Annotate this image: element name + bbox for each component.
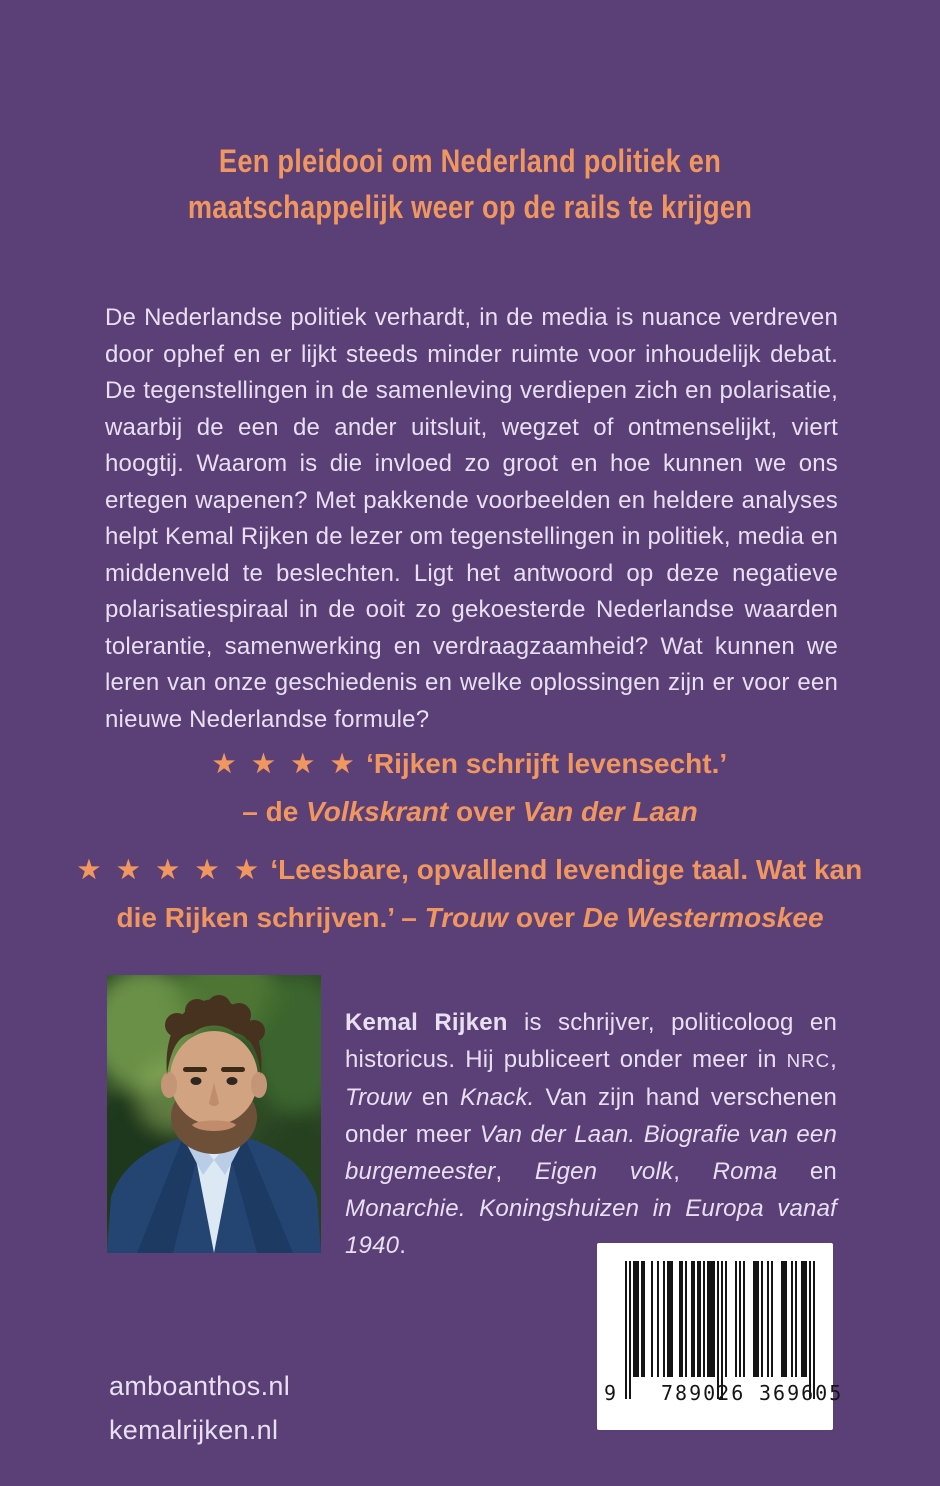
author-photo-illustration	[107, 975, 321, 1253]
star-rating: ★ ★ ★ ★ ★	[77, 856, 263, 884]
book-title: De Westermoskee	[582, 902, 824, 933]
review-attribution-line	[0, 788, 940, 835]
bio-text: ,	[830, 1046, 837, 1073]
bio-text: Van zijn hand verschenen onder meer	[345, 1084, 837, 1148]
publication-name: NRC	[786, 1050, 831, 1071]
barcode-bar	[739, 1261, 741, 1377]
barcode-bar	[681, 1261, 683, 1377]
headline	[71, 138, 870, 230]
barcode-bar	[813, 1261, 815, 1399]
headline-line-2: maatschappelijk weer op de rails te krijgen	[187, 189, 753, 225]
barcode-bar	[663, 1261, 665, 1377]
publication-name: Knack.	[459, 1084, 535, 1111]
barcode-bar	[771, 1261, 773, 1377]
ear-left	[161, 1072, 177, 1098]
review-quote: ‘Rijken schrijft levensecht.’	[358, 748, 728, 779]
barcode-bar	[637, 1261, 639, 1377]
barcode-bar	[625, 1261, 627, 1399]
author-bio	[345, 1004, 837, 1264]
publication-name: Volkskrant	[306, 796, 449, 827]
bio-text: ,	[673, 1158, 713, 1185]
attribution-text: – de	[242, 796, 307, 827]
star-rating: ★ ★ ★ ★	[212, 750, 359, 778]
barcode-bar	[651, 1261, 653, 1377]
eye-left	[191, 1077, 202, 1085]
book-title: Monarchie. Koningshuizen in Europa vanaf 1940	[345, 1195, 837, 1259]
publisher-url: amboanthos.nl	[109, 1371, 291, 1401]
barcode-bars	[625, 1261, 815, 1377]
book-title: Van der Laan	[522, 796, 698, 827]
barcode-bar	[657, 1261, 659, 1377]
publication-name: Trouw	[424, 902, 509, 933]
barcode-bar	[767, 1261, 769, 1377]
attribution-text: over	[508, 902, 583, 933]
author-url: kemalrijken.nl	[109, 1415, 279, 1445]
barcode-bar	[685, 1261, 687, 1377]
publication-name: Trouw	[345, 1084, 411, 1111]
barcode-bar	[725, 1261, 727, 1377]
author-name: Kemal Rijken	[345, 1009, 508, 1036]
book-title: Roma	[712, 1158, 778, 1185]
barcode-bar	[735, 1261, 737, 1377]
website-links	[109, 1364, 290, 1452]
author-photo	[107, 975, 321, 1253]
bio-text: en	[410, 1084, 460, 1111]
attribution-text: over	[448, 796, 523, 827]
barcode-bar	[693, 1261, 695, 1377]
book-title: Eigen volk	[534, 1158, 674, 1185]
bio-text: ,	[495, 1158, 535, 1185]
eye-right	[227, 1077, 238, 1085]
isbn-barcode	[597, 1243, 844, 1430]
synopsis-paragraph: De Nederlandse politiek verhardt, in de media is nuance verdreven door ophef en er lijkt steeds minder ruimte voor inhoudelijk debat. De tegenstellingen in de samenleving verdiepen zich en polarisatie, waarbij de een de ander uitsluit, wegzet of ontmenselijkt, viert hoogtij. Waarom is die invloed zo groot en hoe kunnen we ons ertegen wapenen? Met pakkende voorbeelden en heldere analyses helpt Kemal Rijken de lezer om tegenstellingen in politiek, media en middenveld te beslechten. Ligt het antwoord op deze negatieve polarisatiespiraal in de ooit zo gekoesterde Nederlandse waarden tolerantie, samenwerking en verdraagzaamheid? Wat kunnen we leren van onze geschiedenis en welke oplossingen zijn er voor een nieuwe Nederlandse formule?	[105, 304, 838, 733]
barcode-bar	[671, 1261, 673, 1377]
barcode-bar	[721, 1261, 723, 1399]
isbn-digit-group: 789026	[661, 1381, 746, 1405]
barcode-bar	[629, 1261, 631, 1399]
barcode-bar	[713, 1261, 715, 1377]
eyebrow-right	[221, 1067, 245, 1072]
barcode-bar	[805, 1261, 807, 1377]
barcode-bar	[703, 1261, 705, 1377]
review-quote: die Rijken schrijven.’ –	[116, 902, 425, 933]
bio-text: en	[777, 1158, 837, 1185]
review-quote-line	[0, 740, 940, 788]
review-quote: ‘Leesbare, opvallend levendige taal. Wat kan	[262, 854, 863, 885]
isbn-digit-group: 369605	[759, 1381, 844, 1405]
barcode-bar	[699, 1261, 701, 1377]
barcode-bar	[795, 1261, 797, 1377]
face	[170, 1031, 258, 1125]
bio-text: .	[399, 1232, 407, 1259]
bio-text: is schrijver, politicoloog en historicus. Hij publiceert onder meer in	[345, 1009, 837, 1073]
ear-right	[251, 1072, 267, 1098]
barcode-bar	[791, 1261, 793, 1377]
isbn-digit-group: 9	[604, 1381, 617, 1405]
headline-line-1: Een pleidooi om Nederland politiek en	[218, 143, 722, 179]
barcode-bar	[761, 1261, 763, 1377]
review-attribution-line	[0, 894, 940, 941]
barcode-bar	[643, 1261, 645, 1377]
barcode-bar	[743, 1261, 745, 1377]
barcode-bar	[785, 1261, 787, 1377]
eyebrow-left	[183, 1067, 207, 1072]
barcode-bar	[717, 1261, 719, 1399]
barcode-bar	[809, 1261, 811, 1399]
review-volkskrant	[0, 740, 940, 835]
review-quote-line	[0, 846, 940, 894]
barcode-bar	[757, 1261, 759, 1377]
review-trouw	[0, 846, 940, 941]
book-title: Van der Laan. Biografie van een burgemeester	[345, 1121, 837, 1185]
